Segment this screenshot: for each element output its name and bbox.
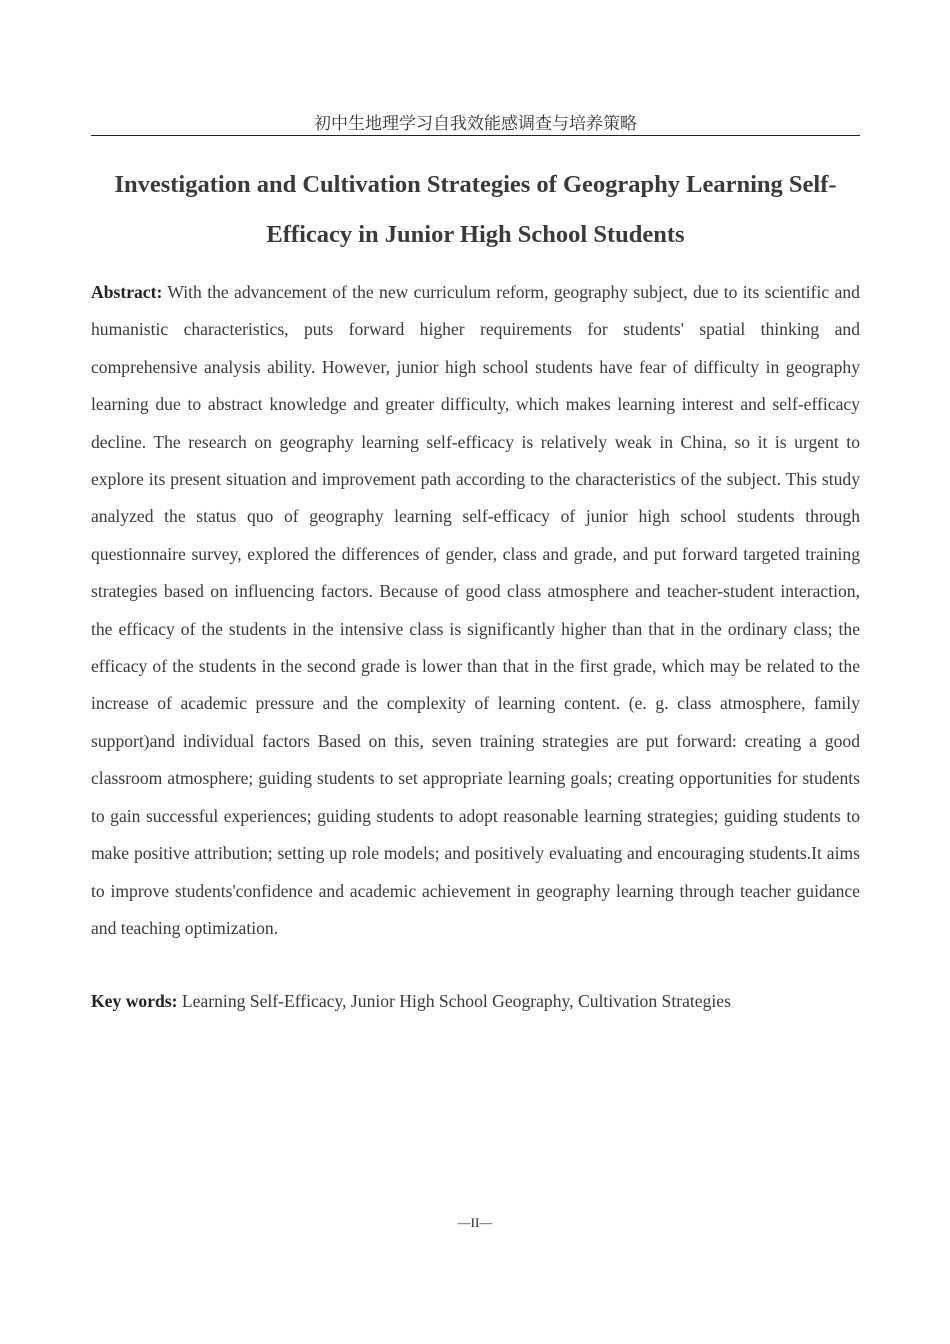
- abstract-paragraph: [91, 274, 860, 947]
- keywords-line: [91, 986, 860, 1016]
- paper-title: Investigation and Cultivation Strategies of Geography Learning Self-Efficacy in Junior High School Students: [114, 171, 837, 248]
- keywords-label: Key words:: [91, 991, 178, 1011]
- keywords-text: Learning Self-Efficacy, Junior High School Geography, Cultivation Strategies: [181, 991, 731, 1011]
- page-number: —II—: [457, 1215, 493, 1230]
- abstract-text: With the advancement of the new curriculum reform, geography subject, due to its scientific and humanistic characteristics, puts forward higher requirements for students' spatial thinking and comprehensive analysis ability. However, junior high school students have fear of difficulty in geography learning due to abstract knowledge and greater difficulty, which makes learning interest and self-efficacy decline. The research on geography learning self-efficacy is relatively weak in China, so it is urgent to explore its present situation and improvement path according to the characteristics of the subject. This study analyzed the status quo of geography learning self-efficacy of junior high school students through questionnaire survey, explored the differences of gender, class and grade, and put forward targeted training strategies based on influencing factors. Because of good class atmosphere and teacher-student interaction, the efficacy of the students in the intensive class is significantly higher than that in the ordinary class; the efficacy of the students in the second grade is lower than that in the first grade, which may be related to the increase of academic pressure and the complexity of learning content. (e. g. class atmosphere, family support)and individual factors Based on this, seven training strategies are put forward: creating a good classroom atmosphere; guiding students to set appropriate learning goals; creating opportunities for students to gain successful experiences; guiding students to adopt reasonable learning strategies; guiding students to make positive attribution; setting up role models; and positively evaluating and encouraging students.It aims to improve students'confidence and academic achievement in geography learning through teacher guidance and teaching optimization.: [91, 282, 860, 938]
- abstract-label: Abstract:: [91, 282, 163, 302]
- running-header: 初中生地理学习自我效能感调查与培养策略: [91, 113, 860, 136]
